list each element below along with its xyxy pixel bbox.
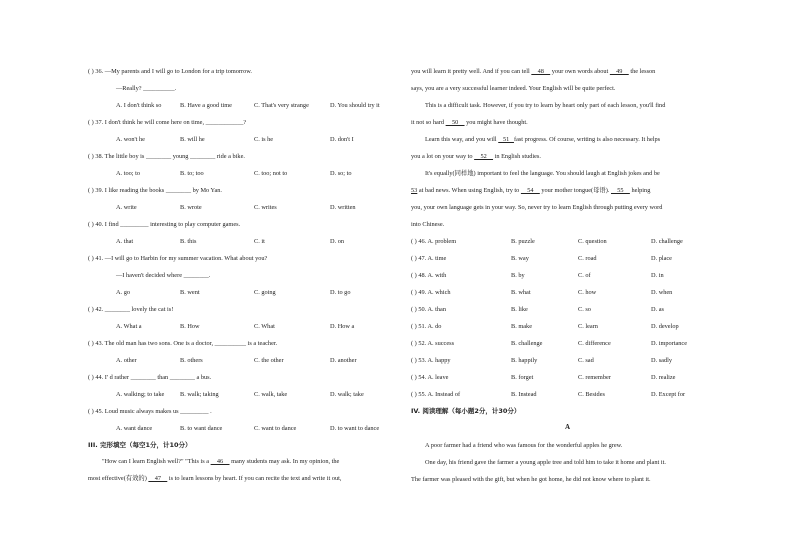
option: B. How <box>180 323 200 330</box>
cloze-text: helping <box>629 187 651 194</box>
question-number: ( ) 47. A. time <box>411 255 447 262</box>
cloze-blank: 48 <box>531 68 551 75</box>
option: D. sadly <box>651 357 672 364</box>
option-row <box>88 170 398 178</box>
question-number: ( ) 50. A. than <box>411 306 446 313</box>
cloze-text: you, your own language gets in your way. So, never try to learn English through putting every word <box>411 204 663 211</box>
option: A. write <box>116 204 137 211</box>
option: D. You should try it <box>330 102 380 109</box>
option: B. walk; taking <box>180 391 219 398</box>
option: B. Instead <box>511 391 537 398</box>
cloze-text: fast progress. Of course, writing is also necessary. It helps <box>513 136 661 143</box>
option: C. sad <box>578 357 594 364</box>
cloze-line <box>411 153 541 161</box>
option: B. Have a good time <box>180 102 232 109</box>
option: A. What a <box>116 323 142 330</box>
option-row <box>411 391 724 399</box>
option: D. to go <box>330 289 351 296</box>
option: D. importance <box>651 340 688 347</box>
option-row <box>411 306 724 314</box>
option-row <box>411 323 724 331</box>
option-row <box>88 323 398 331</box>
question-stem: ( ) 37. I don't think he will come here on time, ____________? <box>88 119 247 126</box>
option-row <box>88 204 398 212</box>
option-row <box>88 102 398 110</box>
cloze-text: your mother tongue(母语). <box>539 187 611 194</box>
reading-line: A poor farmer had a friend who was famous for the wonderful apples he grew. <box>425 442 623 449</box>
cloze-line <box>411 85 615 93</box>
option: D. walk; take <box>330 391 364 398</box>
option: B. wrote <box>180 204 202 211</box>
option-row <box>88 357 398 365</box>
section-heading: IV. 阅读理解（每小题2分，计30分） <box>411 407 521 415</box>
cloze-blank: 54 <box>520 187 540 194</box>
option: B. forget <box>511 374 534 381</box>
cloze-text: many students may ask. In my opinion, the <box>229 458 340 465</box>
question-number: ( ) 52. A. success <box>411 340 455 347</box>
question-subline: —I haven't decided where ________. <box>116 272 211 279</box>
question-stem: ( ) 45. Loud music always makes us _________ . <box>88 408 212 415</box>
option: B. way <box>511 255 529 262</box>
option: D. another <box>330 357 357 364</box>
option: D. place <box>651 255 672 262</box>
option: D. Except for <box>651 391 686 398</box>
option-row <box>411 340 724 348</box>
option: A. won't he <box>116 136 145 143</box>
question-stem: ( ) 36. —My parents and I will go to London for a trip tomorrow. <box>88 68 252 75</box>
cloze-text: it not so hard <box>411 119 446 126</box>
option: D. to want to dance <box>330 425 380 432</box>
option: D. don't I <box>330 136 354 143</box>
option: A. too; to <box>116 170 140 177</box>
cloze-text: at bad news. When using English, try to <box>417 187 521 194</box>
option: B. went <box>180 289 200 296</box>
option: C. of <box>578 272 591 279</box>
cloze-text: This is a difficult task. However, if you try to learn by heart only part of each lesson, you'll find <box>425 102 666 109</box>
option: B. to want dance <box>180 425 223 432</box>
question-stem: ( ) 40. I find _________ interesting to play computer games. <box>88 221 241 228</box>
question-number: ( ) 55. A. Instead of <box>411 391 461 398</box>
question-number: ( ) 46. A. problem <box>411 238 457 245</box>
cloze-blank: 53 <box>411 187 418 194</box>
cloze-line <box>102 458 412 466</box>
cloze-text: It's equally(同样地) important to feel the language. You should laugh at English jokes and be <box>425 170 660 177</box>
question-stem: ( ) 38. The little boy is ________ young ________ ride a bike. <box>88 153 245 160</box>
question-stem: ( ) 41. —I will go to Harbin for my summer vacation. What about you? <box>88 255 268 262</box>
passage-label: A <box>564 423 571 431</box>
cloze-blank: 49 <box>609 68 629 75</box>
option: C. how <box>578 289 597 296</box>
reading-line: One day, his friend gave the farmer a young apple tree and told him to take it home and plant it. <box>425 459 666 466</box>
option: C. want to dance <box>254 425 297 432</box>
option: C. question <box>578 238 607 245</box>
cloze-blank: 52 <box>474 153 494 160</box>
option: A. I don't think so <box>116 102 162 109</box>
cloze-text: the lesson <box>628 68 656 75</box>
cloze-text: you a lot on your way to <box>411 153 475 160</box>
option: D. on <box>330 238 344 245</box>
option: B. like <box>511 306 528 313</box>
option: C. walk, take <box>254 391 288 398</box>
cloze-text: you might have thought. <box>464 119 528 126</box>
option-row <box>411 374 724 382</box>
cloze-text: most effective(有效的) <box>88 475 149 482</box>
option: D. in <box>651 272 664 279</box>
cloze-blank: 47 <box>148 475 168 482</box>
option: C. Besides <box>578 391 605 398</box>
cloze-text: Learn this way, and you will <box>425 136 499 143</box>
option: D. as <box>651 306 664 313</box>
question-subline: —Really? __________. <box>116 85 177 92</box>
question-number: ( ) 51. A. do <box>411 323 442 330</box>
cloze-line <box>411 68 655 76</box>
option: B. make <box>511 323 532 330</box>
cloze-text: into Chinese. <box>411 221 445 228</box>
option: C. writes <box>254 204 277 211</box>
option: C. going <box>254 289 276 296</box>
cloze-blank: 55 <box>610 187 630 194</box>
cloze-line <box>411 221 444 229</box>
option: C. is he <box>254 136 274 143</box>
option-row <box>88 136 398 144</box>
option: A. go <box>116 289 130 296</box>
option: C. the other <box>254 357 284 364</box>
option-row <box>411 289 724 297</box>
reading-line: The farmer was pleased with the gift, but when he got home, he did not know where to plant it. <box>411 476 651 483</box>
option: D. realize <box>651 374 676 381</box>
cloze-text: you will learn it pretty well. And if you can tell <box>411 68 532 75</box>
cloze-blank: 50 <box>445 119 465 126</box>
option: D. develop <box>651 323 679 330</box>
cloze-line <box>425 170 660 178</box>
option: D. written <box>330 204 356 211</box>
option: C. What <box>254 323 275 330</box>
question-stem: ( ) 43. The old man has two sons. One is a doctor, __________ is a teacher. <box>88 340 278 347</box>
question-stem: ( ) 44. I' d rather ________ than ________ a bus. <box>88 374 212 381</box>
option: A. walking; to take <box>116 391 165 398</box>
question-number: ( ) 49. A. which <box>411 289 451 296</box>
option: B. others <box>180 357 203 364</box>
question-number: ( ) 53. A. happy <box>411 357 451 364</box>
option-row <box>411 238 724 246</box>
option: B. what <box>511 289 531 296</box>
option-row <box>88 289 398 297</box>
cloze-blank: 51 <box>498 136 514 143</box>
option: C. remember <box>578 374 611 381</box>
option: A. want dance <box>116 425 153 432</box>
option: D. challenge <box>651 238 683 245</box>
option: D. when <box>651 289 673 296</box>
option-row <box>411 357 724 365</box>
cloze-line <box>411 204 662 212</box>
option: B. will he <box>180 136 205 143</box>
option: C. so <box>578 306 591 313</box>
option: C. it <box>254 238 265 245</box>
cloze-text: your own words about <box>550 68 610 75</box>
option: C. learn <box>578 323 598 330</box>
cloze-text: is to learn lessons by heart. If you can recite the text and write it out, <box>167 475 342 482</box>
cloze-text: says, you are a very successful learner indeed. Your English will be quite perfect. <box>411 85 616 92</box>
option: C. That's very strange <box>254 102 309 109</box>
cloze-line <box>411 187 650 195</box>
cloze-text: "How can I learn English well?" "This is a <box>102 458 211 465</box>
option: C. too; not to <box>254 170 288 177</box>
option: B. this <box>180 238 197 245</box>
cloze-blank: 46 <box>210 458 230 465</box>
option-row <box>411 255 724 263</box>
cloze-line <box>88 475 398 483</box>
question-stem: ( ) 42. ________ lovely the cat is! <box>88 306 174 313</box>
option: A. that <box>116 238 134 245</box>
question-number: ( ) 48. A. with <box>411 272 447 279</box>
option: C. road <box>578 255 597 262</box>
cloze-line <box>425 136 660 144</box>
cloze-line <box>425 102 665 110</box>
cloze-text: in English studies. <box>493 153 541 160</box>
option: A. other <box>116 357 137 364</box>
option: B. to; too <box>180 170 204 177</box>
option-row <box>88 391 398 399</box>
option-row <box>411 272 724 280</box>
option: B. by <box>511 272 525 279</box>
section-heading: III. 完形填空（每空1分，计10分） <box>88 441 192 449</box>
option: B. puzzle <box>511 238 535 245</box>
option: C. difference <box>578 340 611 347</box>
option: D. How a <box>330 323 355 330</box>
option-row <box>88 238 398 246</box>
option-row <box>88 425 398 433</box>
question-stem: ( ) 39. I like reading the books ________ by Mo Yan. <box>88 187 222 194</box>
option: B. challenge <box>511 340 543 347</box>
question-number: ( ) 54. A. leave <box>411 374 449 381</box>
option: B. happily <box>511 357 538 364</box>
cloze-line <box>411 119 528 127</box>
option: D. so; to <box>330 170 352 177</box>
